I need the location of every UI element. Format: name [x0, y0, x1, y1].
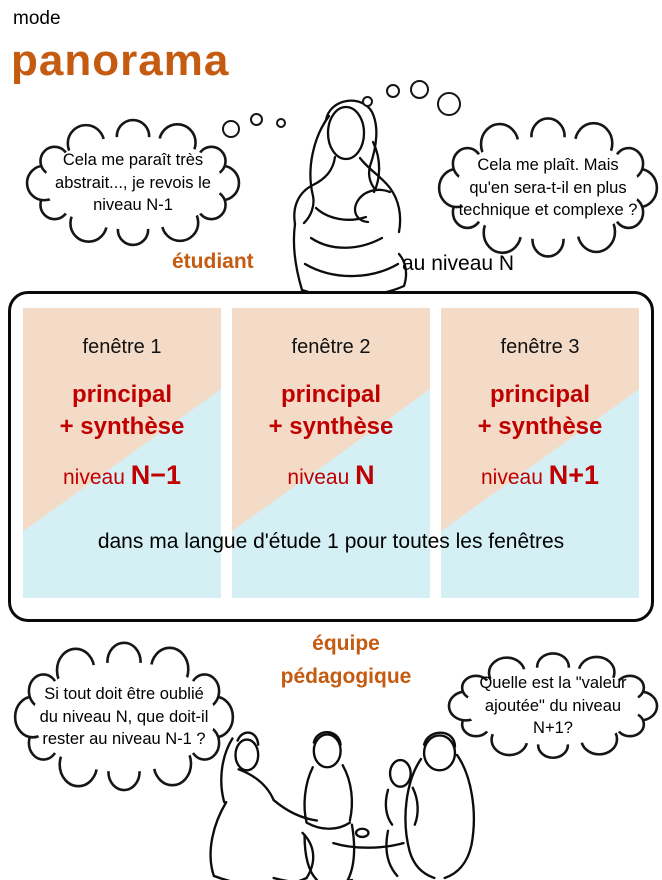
- level-value: N: [355, 459, 375, 490]
- level-prefix: niveau: [287, 465, 356, 489]
- team-role-line1: équipe: [312, 632, 380, 655]
- panel-main-line2: + synthèse: [477, 413, 603, 441]
- panel-level: [232, 460, 430, 491]
- thought-trail-dot: [276, 118, 286, 128]
- student-role-label: étudiant: [172, 250, 254, 273]
- level-prefix: niveau: [62, 465, 131, 489]
- panel-fenetre-3: [441, 308, 639, 598]
- student-right-thought-bubble: [436, 114, 660, 262]
- thought-trail-dot: [410, 80, 429, 99]
- thought-trail-dot: [362, 96, 373, 107]
- page-title: panorama: [11, 36, 230, 85]
- team-role-label: [256, 628, 436, 693]
- panel-level: [441, 460, 639, 491]
- student-left-thought-bubble: [24, 116, 242, 250]
- bubble-text: Cela me plaît. Mais qu'en sera-t-il en plus technique et complexe ?: [458, 155, 638, 220]
- panel-fenetre-1: [23, 308, 221, 598]
- thought-trail-dot: [250, 113, 263, 126]
- thought-trail-dot: [437, 92, 461, 116]
- bubble-text: Cela me paraît très abstrait..., je revois le niveau N-1: [55, 150, 211, 215]
- windows-box: [8, 291, 654, 622]
- level-value: N−1: [130, 459, 181, 490]
- panel-fenetre-2: [232, 308, 430, 598]
- panel-title: fenêtre 3: [500, 336, 580, 358]
- thought-trail-dot: [386, 84, 400, 98]
- level-prefix: niveau: [480, 465, 549, 489]
- team-role-line2: pédagogique: [280, 664, 412, 688]
- panel-main-line1: principal: [489, 381, 591, 408]
- student-level-label: au niveau N: [402, 252, 515, 275]
- bubble-text: Quelle est la "valeur ajoutée" du niveau N+1?: [479, 673, 627, 738]
- panel-title: fenêtre 2: [291, 336, 371, 358]
- panel-level: [23, 460, 221, 491]
- panel-main-line2: + synthèse: [268, 413, 394, 441]
- level-value: N+1: [548, 459, 599, 490]
- bubble-text: Si tout doit être oublié du niveau N, que doit-il rester au niveau N-1 ?: [39, 684, 209, 749]
- panel-main-line2: + synthèse: [59, 413, 185, 441]
- mode-label: mode: [13, 8, 61, 29]
- panel-main-line1: principal: [280, 381, 382, 408]
- panel-title: fenêtre 1: [82, 336, 162, 358]
- windows-box-footer: dans ma langue d'étude 1 pour toutes les fenêtres: [97, 530, 565, 553]
- panel-main-line1: principal: [71, 381, 173, 408]
